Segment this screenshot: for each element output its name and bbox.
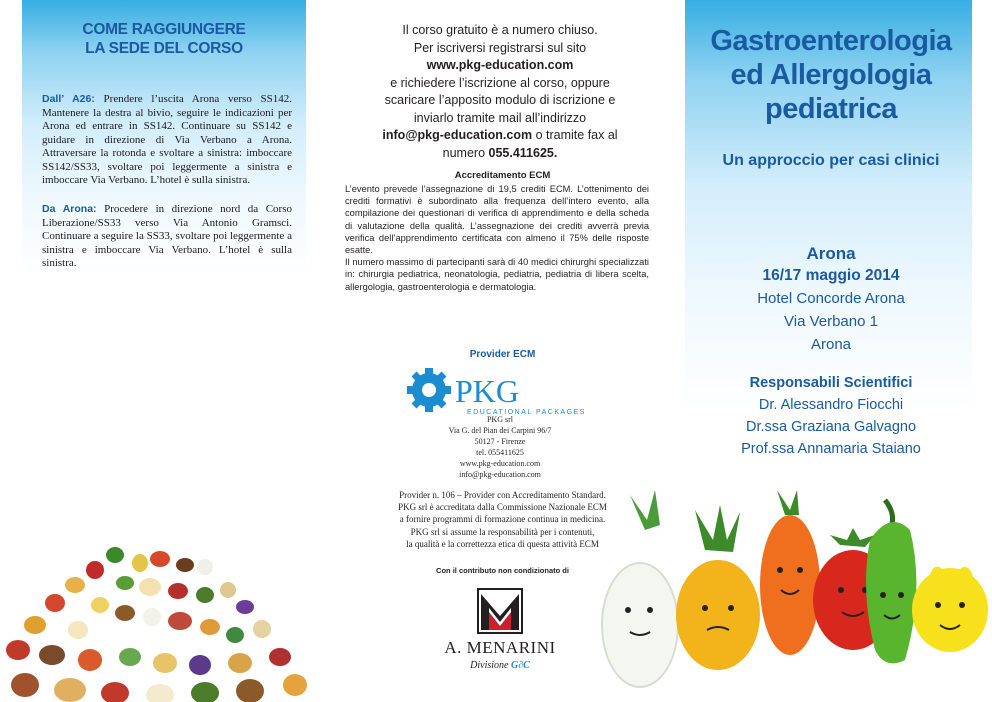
gear-icon xyxy=(407,368,451,412)
registration-email-link[interactable]: info@pkg-education.com xyxy=(382,128,533,142)
from-arona-label: Da Arona: xyxy=(42,203,97,215)
registration-line5: inviarlo tramite mail all’indirizzo xyxy=(413,110,587,125)
sponsor-division-label: Divisione xyxy=(470,660,509,671)
sponsor-name: A. MENARINI xyxy=(444,638,556,657)
pineapple-character xyxy=(676,505,760,670)
food-items xyxy=(6,547,307,702)
provider-address: Via G. del Pian dei Carpini 96/7 xyxy=(448,426,552,435)
venue-street: Via Verbano 1 xyxy=(784,313,878,330)
registration-fax-prefix: numero xyxy=(442,145,486,160)
apple-character xyxy=(912,567,988,652)
directions-from-arona xyxy=(42,203,292,271)
from-arona-text: Procedere in direzione nord da Corso Liberazione/SS33 verso Via Antonio Gramsci. Continuare a seguire la SS33, svoltare poi leggermente a sinistra e imboccare Via Verbano. L’hotel è sulla sinistra. xyxy=(42,203,292,269)
course-date: 16/17 maggio 2014 xyxy=(762,267,900,284)
food-illustration xyxy=(0,545,308,702)
accreditation-title: Accreditamento ECM xyxy=(454,170,551,181)
responsible-person: Prof.ssa Annamaria Staiano xyxy=(741,441,921,457)
pkg-logo-subtitle: EDUCATIONAL PACKAGES xyxy=(467,409,586,416)
directions-title-line2: LA SEDE DEL CORSO xyxy=(85,40,243,57)
course-title-line1: Gastroenterologia xyxy=(710,25,952,57)
sponsor-division xyxy=(420,660,580,671)
registration-info xyxy=(330,22,670,162)
course-title xyxy=(692,24,970,126)
registration-line1: Il corso gratuito è a numero chiuso. xyxy=(402,23,598,37)
registration-line3: e richiedere l’iscrizione al corso, oppure xyxy=(390,75,610,90)
directions-title-line1: COME RAGGIUNGERE xyxy=(82,21,246,38)
provider-statement-line5: la qualità e la correttezza etica di questa attività ECM xyxy=(406,538,599,549)
provider-phone: tel. 055411625 xyxy=(476,448,524,457)
provider-city: 50127 - Firenze xyxy=(474,437,526,446)
course-title-line2: ed Allergologia xyxy=(730,59,932,91)
directions-from-a26 xyxy=(42,93,292,188)
venue-name: Hotel Concorde Arona xyxy=(757,290,905,307)
registration-line4: scaricare l’apposito modulo di iscrizione e xyxy=(384,93,616,107)
registration-fax-text: o tramite fax al xyxy=(535,128,618,142)
course-subtitle: Un approccio per casi clinici xyxy=(722,152,940,169)
accreditation-body xyxy=(345,183,649,293)
accreditation-participants: Il numero massimo di partecipanti sarà di 40 medici chirurghi specializzati in: chirurgia pediatrica, neonatologia, pediatria, pediatria di libera scelta, allergologia, gastroenterologia e dermatologia. xyxy=(345,257,649,292)
responsible-person: Dr. Alessandro Fiocchi xyxy=(758,397,904,413)
carrot-character xyxy=(760,490,820,655)
provider-title: Provider ECM xyxy=(469,349,536,360)
venue-city: Arona xyxy=(810,336,852,353)
directions-title xyxy=(22,20,306,58)
responsibles-title: Responsabili Scientifici xyxy=(749,375,913,391)
sponsor-contribution-text: Con il contributo non condizionato di xyxy=(436,566,569,575)
registration-website-link[interactable]: www.pkg-education.com xyxy=(426,58,574,72)
provider-contact xyxy=(400,414,600,480)
registration-fax-number: 055.411625. xyxy=(488,145,558,160)
provider-company: PKG srl xyxy=(486,415,513,424)
provider-email-link[interactable]: info@pkg-education.com xyxy=(459,470,541,479)
responsible-person: Dr.ssa Graziana Galvagno xyxy=(745,419,917,435)
provider-statement-line3: a fornire programmi di formazione continua in medicina. xyxy=(399,514,606,525)
vegetable-characters-illustration xyxy=(585,490,992,702)
course-city: Arona xyxy=(806,244,856,263)
menarini-logo-icon xyxy=(475,586,525,636)
sponsor-division-logo-icon: G∂C xyxy=(510,660,530,671)
accreditation-text: L’evento prevede l’assegnazione di 19,5 crediti ECM. L’ottenimento dei crediti formativi è subordinato alla frequenza dell’intero evento, alla compilazione dei questionari di verifica di apprendimento e della scheda di valutazione della qualità. L’assegnazione dei crediti avverrà previa verifica dell’apprendimento certificata con almeno il 75% delle risposte esatte. xyxy=(345,184,649,256)
pkg-logo-text: PKG xyxy=(455,373,520,409)
provider-statement-line2: PKG srl è accreditata dalla Commissione Nazionale ECM xyxy=(398,502,607,513)
course-title-line3: pediatrica xyxy=(765,93,897,125)
from-a26-label: Dall’ A26: xyxy=(42,93,95,105)
from-a26-text: Prendere l’uscita Arona verso SS142. Mantenere la destra al bivio, seguire le indicazioni per Arona ed entrare in SS142. Continuare su SS142 e guidare in direzione di Via Verbano a Arona. Attraversare la rotonda e svoltare a sinistra: imboccare SS142/SS33, svoltare poi leggermente a sinistra e imboccare Via Verbano. L’hotel è sulla sinistra. xyxy=(42,93,293,186)
provider-website-link[interactable]: www.pkg-education.com xyxy=(459,459,541,468)
provider-statement-line1: Provider n. 106 – Provider con Accreditamento Standard. xyxy=(399,490,606,500)
pepper-character xyxy=(866,500,916,663)
pkg-logo xyxy=(405,368,605,418)
provider-statement-line4: PKG srl si assume la responsabilità per i contenuti, xyxy=(410,526,595,537)
registration-line2: Per iscriversi registrarsi sul sito xyxy=(413,40,587,55)
leek-character xyxy=(602,490,678,687)
